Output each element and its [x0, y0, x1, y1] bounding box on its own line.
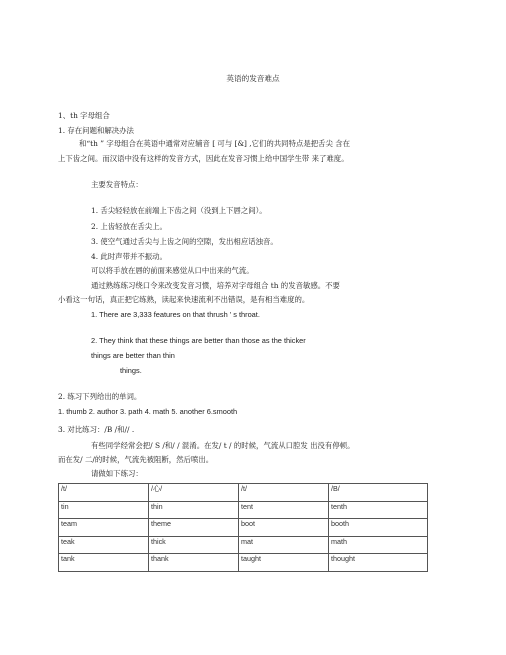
table-cell: thought: [329, 554, 428, 572]
page-title: 英语的发音难点: [226, 74, 280, 83]
subsection-heading: 3. 对比练习：/B /和// .: [58, 425, 135, 434]
list-item: 1. 舌尖轻轻放在前端上下齿之间（没到上下唇之间）。: [91, 206, 267, 215]
table-cell: /t/: [239, 484, 329, 502]
table-cell: math: [329, 536, 428, 554]
tongue-twister: things are better than thin: [91, 351, 175, 360]
tongue-twister: things.: [120, 366, 142, 375]
table-cell: theme: [149, 519, 239, 537]
table-cell: mat: [239, 536, 329, 554]
table-cell: /心/: [149, 484, 239, 502]
list-item: 4. 此时声带并不振动。: [91, 252, 167, 261]
table-cell: thin: [149, 501, 239, 519]
table-row: [59, 484, 428, 502]
paragraph-line: 上下齿之间。而汉语中没有这样的发音方式，因此在发音习惯上给中国学生带 来了难度。: [58, 154, 349, 163]
table-cell: /B/: [329, 484, 428, 502]
table-row: [59, 554, 428, 572]
paragraph-line: 而在发/ 二/的时候，气流先被阻断，然后喷出。: [58, 455, 214, 464]
table-cell: tent: [239, 501, 329, 519]
section-heading: 1、th 字母组合: [58, 111, 110, 120]
subsection-heading: 2. 练习下列给出的单词。: [58, 392, 142, 401]
table-cell: taught: [239, 554, 329, 572]
paragraph-line: 小看这一句话，真正把它练熟，读起来快速流利不出错误，是有相当难度的。: [58, 295, 310, 304]
list-item: 3. 使空气通过舌尖与上齿之间的空隙，发出相应话浊音。: [91, 237, 278, 246]
table-cell: team: [59, 519, 149, 537]
paragraph-line: 通过熟练练习绕口令来改变发音习惯，培养对字母组合 th 的发音敏感。不要: [91, 281, 340, 290]
table-cell: boot: [239, 519, 329, 537]
tongue-twister: 2. They think that these things are better than those as the thicker: [91, 336, 306, 345]
paragraph-line: 和“th ” 字母组合在英语中通常对应辅音 [ 可与 [&] ,它们的共同特点是把舌尖 含在: [79, 139, 351, 148]
table-cell: teak: [59, 536, 149, 554]
subsection-heading: 1. 存在问题和解决办法: [58, 126, 134, 135]
table-cell: booth: [329, 519, 428, 537]
paragraph-line: 可以将手放在唇的前面来感觉从口中出来的气流。: [91, 266, 254, 275]
table-cell: tenth: [329, 501, 428, 519]
paragraph-line: 有些同学经常会把/ S /和/ / 混淆。在发/ t / 的时候，气流从口腔发 出没有停顿。: [91, 441, 355, 450]
list-item: 2. 上齿轻放在舌尖上。: [91, 222, 167, 231]
table-row: [59, 536, 428, 554]
tongue-twister: 1. There are 3,333 features on that thrush ' s throat.: [91, 310, 260, 319]
features-heading: 主要发音特点：: [91, 180, 143, 189]
table-row: [59, 519, 428, 537]
table-cell: tin: [59, 501, 149, 519]
drill-table: [58, 483, 428, 572]
table-cell: thick: [149, 536, 239, 554]
table-cell: thank: [149, 554, 239, 572]
table-row: [59, 501, 428, 519]
drill-intro: 请做如下练习：: [91, 469, 143, 478]
word-list: 1. thumb 2. author 3. path 4. math 5. another 6.smooth: [58, 407, 238, 416]
table-cell: tank: [59, 554, 149, 572]
table-cell: /t/: [59, 484, 149, 502]
